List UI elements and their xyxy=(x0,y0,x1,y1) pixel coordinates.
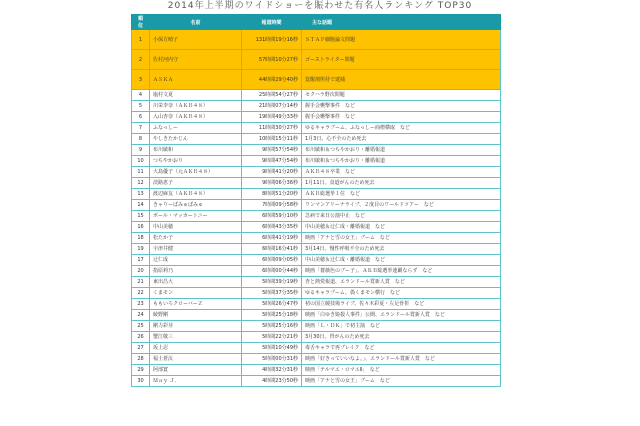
name-cell: 川栄李奈（ＡＫＢ４８） xyxy=(150,101,242,112)
topic-cell: 映画「テルマエ・ロマエⅡ」 など xyxy=(302,365,501,376)
table-row xyxy=(132,266,501,277)
name-cell: 蟹江敬三 xyxy=(150,332,242,343)
header-name: 名前 xyxy=(150,15,242,30)
rank-cell: 10 xyxy=(132,156,150,167)
topic-cell: 中山美穂＆辻仁成・離婚報道 など xyxy=(302,222,501,233)
time-cell: 5時間25分18秒 xyxy=(242,310,302,321)
topic-cell: 3月30日、胃がんのため死去 xyxy=(302,332,501,343)
table-row xyxy=(132,189,501,200)
topic-cell: ゆるキャラブーム、ふなっしー商標横取 など xyxy=(302,123,501,134)
rank-cell: 25 xyxy=(132,321,150,332)
rank-cell: 14 xyxy=(132,200,150,211)
table-row xyxy=(132,145,501,156)
table-row xyxy=(132,365,501,376)
rank-cell: 12 xyxy=(132,178,150,189)
time-cell: 6時間00分44秒 xyxy=(242,266,302,277)
page-title: 2014年上半期のワイドショーを賑わせた有名人ランキング TOP30 xyxy=(167,1,473,11)
time-cell: 4時間23分50秒 xyxy=(242,376,302,387)
time-cell: 9時間06分36秒 xyxy=(242,178,302,189)
time-cell: 5時間25分16秒 xyxy=(242,321,302,332)
time-cell: 5時間10分49秒 xyxy=(242,343,302,354)
topic-cell: ゴーストライター問題 xyxy=(302,50,501,70)
time-cell: 5時間26分47秒 xyxy=(242,299,302,310)
table-row xyxy=(132,343,501,354)
topic-cell: ワンマンアリーナライブ、２度目のワールドツアー など xyxy=(302,200,501,211)
name-cell: 坂上忍 xyxy=(150,343,242,354)
table-row xyxy=(132,30,501,50)
name-cell: 松たか子 xyxy=(150,233,242,244)
table-row xyxy=(132,101,501,112)
rank-cell: 1 xyxy=(132,30,150,50)
name-cell: 渡辺麻友（ＡＫＢ４８） xyxy=(150,189,242,200)
header-rank: 順位 xyxy=(132,15,150,30)
name-cell: 阿部寛 xyxy=(150,365,242,376)
name-cell: やしきたかじん xyxy=(150,134,242,145)
rank-cell: 6 xyxy=(132,112,150,123)
rank-cell: 13 xyxy=(132,189,150,200)
table-row xyxy=(132,376,501,387)
rank-cell: 7 xyxy=(132,123,150,134)
name-cell: くまモン xyxy=(150,288,242,299)
topic-cell: ＳＴＡＰ細胞論文問題 xyxy=(302,30,501,50)
time-cell: 6時間59分10秒 xyxy=(242,211,302,222)
name-cell: 中山美穂 xyxy=(150,222,242,233)
time-cell: 5時間00分31秒 xyxy=(242,354,302,365)
table-row xyxy=(132,200,501,211)
header-time: 報道時間 xyxy=(242,15,302,30)
time-cell: 6時間09分05秒 xyxy=(242,255,302,266)
time-cell: 6時間43分35秒 xyxy=(242,222,302,233)
topic-cell: 映画「Ｌ・ＤＫ」で初主演 など xyxy=(302,321,501,332)
topic-cell: ＡＫＢ総選挙１位 など xyxy=(302,189,501,200)
topic-cell: 映画「薔薇色のブー子」、ＡＫＢ総選挙連覇ならず など xyxy=(302,266,501,277)
topic-cell: 3月14日、慢性呼吸不全のため死去 xyxy=(302,244,501,255)
rank-cell: 4 xyxy=(132,90,150,101)
topic-cell: 映画「アナと雪の女王」ブーム など xyxy=(302,376,501,387)
topic-cell: 杏と熱愛報道、エランドール賞新人賞 など xyxy=(302,277,501,288)
rank-cell: 22 xyxy=(132,288,150,299)
time-cell: 9時間47分54秒 xyxy=(242,156,302,167)
table-row xyxy=(132,70,501,90)
table-row xyxy=(132,321,501,332)
rank-cell: 18 xyxy=(132,233,150,244)
topic-cell: ゆるキャラブーム、偽くまモン横行 など xyxy=(302,288,501,299)
name-cell: 塩村文夏 xyxy=(150,90,242,101)
name-cell: つちやかおり xyxy=(150,156,242,167)
table-row xyxy=(132,156,501,167)
time-cell: 57時間10分27秒 xyxy=(242,50,302,70)
time-cell: 19時間49分33秒 xyxy=(242,112,302,123)
topic-cell: 毒舌キャラで再ブレイク など xyxy=(302,343,501,354)
time-cell: 6時間16分41秒 xyxy=(242,244,302,255)
time-cell: 5時間39分19秒 xyxy=(242,277,302,288)
name-cell: 佐村河内守 xyxy=(150,50,242,70)
table-row xyxy=(132,310,501,321)
topic-cell: 中山美穂＆辻仁成・離婚報道 など xyxy=(302,255,501,266)
time-cell: 5時間22分21秒 xyxy=(242,332,302,343)
name-cell: ＡＳＫＡ xyxy=(150,70,242,90)
name-cell: 入山杏奈（ＡＫＢ４８） xyxy=(150,112,242,123)
topic-cell: 覚醒剤所持で逮捕 xyxy=(302,70,501,90)
topic-cell: 映画「アナと雪の女王」ブーム など xyxy=(302,233,501,244)
time-cell: 131時間19分16秒 xyxy=(242,30,302,50)
name-cell: 布川敏和 xyxy=(150,145,242,156)
name-cell: 東出昌大 xyxy=(150,277,242,288)
rank-cell: 2 xyxy=(132,50,150,70)
rank-cell: 20 xyxy=(132,266,150,277)
header-topic: 主な話題 xyxy=(302,15,501,30)
topic-cell: 初の国立競技場ライブ、佐々木彩夏・左足骨折 など xyxy=(302,299,501,310)
table-row xyxy=(132,277,501,288)
table-row xyxy=(132,112,501,123)
rank-cell: 26 xyxy=(132,332,150,343)
name-cell: ももいろクローバーＺ xyxy=(150,299,242,310)
topic-cell: 映画「好きっていいなよ。」、エランドール賞新人賞 など xyxy=(302,354,501,365)
name-cell: 淡路恵子 xyxy=(150,178,242,189)
rank-cell: 28 xyxy=(132,354,150,365)
rank-cell: 15 xyxy=(132,211,150,222)
rank-cell: 27 xyxy=(132,343,150,354)
table-row xyxy=(132,211,501,222)
time-cell: 4時間32分31秒 xyxy=(242,365,302,376)
table-row xyxy=(132,134,501,145)
table-row xyxy=(132,167,501,178)
topic-cell: ＡＫＢ４８卒業 など xyxy=(302,167,501,178)
topic-cell: 布川敏和＆つちやかおり・離婚報道 xyxy=(302,145,501,156)
name-cell: 綾野剛 xyxy=(150,310,242,321)
time-cell: 6時間41分19秒 xyxy=(242,233,302,244)
rank-cell: 29 xyxy=(132,365,150,376)
rank-cell: 3 xyxy=(132,70,150,90)
time-cell: 9時間57分54秒 xyxy=(242,145,302,156)
time-cell: 8時間51分20秒 xyxy=(242,189,302,200)
table-header-row xyxy=(132,15,501,30)
time-cell: 9時間41分20秒 xyxy=(242,167,302,178)
topic-cell: 握手会襲撃事件 など xyxy=(302,101,501,112)
name-cell: 大島優子（元ＡＫＢ４８） xyxy=(150,167,242,178)
table-row xyxy=(132,233,501,244)
rank-cell: 21 xyxy=(132,277,150,288)
name-cell: ポール・マッカートニー xyxy=(150,211,242,222)
rank-cell: 24 xyxy=(132,310,150,321)
table-row xyxy=(132,332,501,343)
topic-cell: セクハラ野次問題 xyxy=(302,90,501,101)
time-cell: 44時間29分40秒 xyxy=(242,70,302,90)
topic-cell: 映画「白ゆき姫殺人事件」公開、エランドール賞新人賞 など xyxy=(302,310,501,321)
topic-cell: 急病で来日公演中止 など xyxy=(302,211,501,222)
name-cell: 剛力彩芽 xyxy=(150,321,242,332)
rank-cell: 5 xyxy=(132,101,150,112)
time-cell: 21時間07分14秒 xyxy=(242,101,302,112)
name-cell: 福士蒼汰 xyxy=(150,354,242,365)
ranking-table xyxy=(131,14,501,387)
rank-cell: 11 xyxy=(132,167,150,178)
table-row xyxy=(132,222,501,233)
topic-cell: 1月3日、心不全のため死去 xyxy=(302,134,501,145)
topic-cell: 布川敏和＆つちやかおり・離婚報道 xyxy=(302,156,501,167)
rank-cell: 8 xyxy=(132,134,150,145)
rank-cell: 16 xyxy=(132,222,150,233)
time-cell: 11時間30分27秒 xyxy=(242,123,302,134)
table-row xyxy=(132,299,501,310)
time-cell: 10時間15分11秒 xyxy=(242,134,302,145)
table-row xyxy=(132,288,501,299)
name-cell: ふなっしー xyxy=(150,123,242,134)
table-row xyxy=(132,178,501,189)
name-cell: Ｍａｙ Ｊ． xyxy=(150,376,242,387)
table-row xyxy=(132,123,501,134)
name-cell: 小保方晴子 xyxy=(150,30,242,50)
name-cell: 指原莉乃 xyxy=(150,266,242,277)
name-cell: 辻仁成 xyxy=(150,255,242,266)
rank-cell: 19 xyxy=(132,244,150,255)
table-row xyxy=(132,354,501,365)
name-cell: 宇津井健 xyxy=(150,244,242,255)
rank-cell: 9 xyxy=(132,145,150,156)
table-row xyxy=(132,255,501,266)
table-row xyxy=(132,90,501,101)
time-cell: 7時間09分58秒 xyxy=(242,200,302,211)
table-row xyxy=(132,244,501,255)
time-cell: 5時間37分35秒 xyxy=(242,288,302,299)
rank-cell: 30 xyxy=(132,376,150,387)
rank-cell: 23 xyxy=(132,299,150,310)
name-cell: きゃりーぱみゅぱみゅ xyxy=(150,200,242,211)
rank-cell: 17 xyxy=(132,255,150,266)
topic-cell: 1月11日、食道がんのため死去 xyxy=(302,178,501,189)
time-cell: 25時間54分27秒 xyxy=(242,90,302,101)
table-row xyxy=(132,50,501,70)
table-body xyxy=(132,30,501,387)
topic-cell: 握手会襲撃事件 など xyxy=(302,112,501,123)
